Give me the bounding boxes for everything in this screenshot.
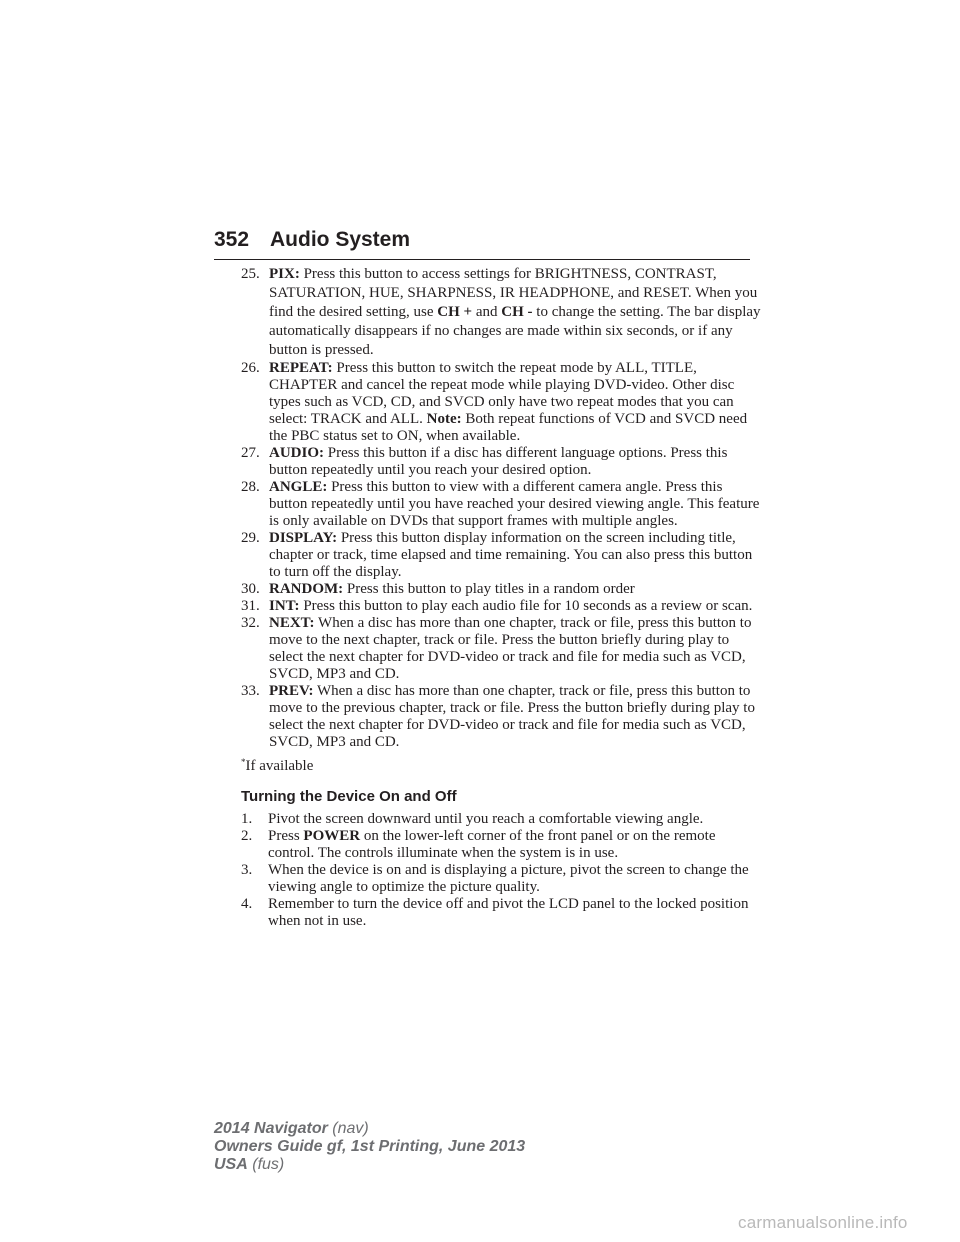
item-text: Both repeat functions of VCD and SVCD need the PBC status set to ON, when available. [269,411,748,444]
bold-term: CH - [501,304,533,320]
item-number: 31. [241,598,260,614]
page-footer [214,1120,525,1174]
item-label: AUDIO: [269,445,324,461]
steps-list [241,811,761,930]
footnote-mark: * [241,757,246,767]
list-item [241,615,761,683]
step-item [241,811,761,828]
item-text: Press this button display information on the screen including title, chapter or track, time elapsed and time remaining. You can also press this button to turn off the display. [269,530,753,580]
item-label: ANGLE: [269,479,328,495]
item-text: Pivot the screen downward until you reach a comfortable viewing angle. [268,811,704,827]
item-body [269,581,761,598]
chapter-title: Audio System [270,228,411,251]
item-label: RANDOM: [269,581,344,597]
header-rule [214,259,750,260]
item-text: Press this button to switch the repeat mode by ALL, TITLE, CHAPTER and cancel the repeat mode while playing DVD-video. Other disc types such as VCD, CD, and SVCD only have two repeat modes that you can select: TRACK and ALL. [269,360,735,427]
item-number: 32. [241,615,260,631]
item-text: Press this button if a disc has different language options. Press this button repeatedly until you reach your desired option. [269,445,728,478]
list-item [241,581,761,598]
step-item [241,896,761,930]
item-label: REPEAT: [269,360,333,376]
item-text: to change the setting. The bar display automatically disappears if no changes are made within six seconds, or if any button is pressed. [269,304,761,358]
item-text: and [472,304,502,320]
list-item [241,530,761,581]
item-text: on the lower-left corner of the front panel or on the remote control. The controls illuminate when the system is in use. [268,828,716,861]
step-number: 1. [241,811,253,827]
item-body [269,445,761,479]
item-number: 27. [241,445,260,461]
page-body [241,265,761,930]
item-number: 33. [241,683,260,699]
item-body [269,615,761,683]
item-number: 29. [241,530,260,546]
step-item [241,828,761,862]
item-text: When a disc has more than one chapter, track or file, press this button to move to the previous chapter, track or file. Press the button briefly during play to select the next chapter for DVD-video or track and file for media such as VCD, SVCD, MP3 and CD. [269,683,755,750]
list-item [241,683,761,751]
footer-line-1 [214,1120,525,1138]
item-text: When a disc has more than one chapter, track or file, press this button to move to the next chapter, track or file. Press the button briefly during play to select the next chapter for DVD-video or track and file for media such as VCD, SVCD, MP3 and CD. [269,615,752,682]
item-number: 28. [241,479,260,495]
step-number: 2. [241,828,253,844]
list-item [241,598,761,615]
item-number: 26. [241,360,260,376]
item-body [269,479,761,530]
page-header [214,228,750,262]
step-item [241,862,761,896]
item-label: NEXT: [269,615,315,631]
item-label: INT: [269,598,300,614]
footer-model-code: (nav) [332,1120,369,1137]
item-text: Press this button to access settings for BRIGHTNESS, CONTRAST, SATURATION, HUE, SHARPNESS, IR HEADPHONE, and RESET. When you find the desired setting, use [269,266,758,320]
watermark: carmanualsonline.info [738,1213,908,1232]
step-number: 3. [241,862,253,878]
footnote-text: If available [245,758,314,774]
item-text: Press [268,828,304,844]
item-label: PREV: [269,683,314,699]
footer-line-3 [214,1156,525,1174]
button-list [241,265,761,751]
bold-term: POWER [303,828,361,844]
step-body [268,862,761,896]
item-number: 30. [241,581,260,597]
item-body [269,360,761,445]
section-heading: Turning the Device On and Off [241,788,457,805]
footnote [241,758,761,775]
footer-market: USA [214,1156,248,1173]
item-text: Remember to turn the device off and pivot the LCD panel to the locked position when not in use. [268,896,749,929]
item-number: 25. [241,266,260,282]
list-item [241,265,761,360]
item-text: Press this button to play titles in a random order [346,581,635,597]
item-body [269,265,761,360]
item-body [269,530,761,581]
footer-model: 2014 Navigator [214,1120,328,1137]
step-body [268,811,761,828]
item-text: Press this button to play each audio file for 10 seconds as a review or scan. [303,598,753,614]
bold-term: Note: [426,411,462,427]
item-text: Press this button to view with a different camera angle. Press this button repeatedly until you have reached your desired viewing angle. This feature is only available on DVDs that support frames with multiple angles. [269,479,760,529]
page-number: 352 [214,228,250,251]
list-item [241,479,761,530]
item-label: DISPLAY: [269,530,338,546]
footer-line-2: Owners Guide gf, 1st Printing, June 2013 [214,1138,526,1155]
list-item [241,360,761,445]
item-body [269,683,761,751]
step-body [268,896,761,930]
step-body [268,828,761,862]
bold-term: CH + [437,304,473,320]
item-body [269,598,761,615]
footer-market-code: (fus) [252,1156,285,1173]
item-text: When the device is on and is displaying a picture, pivot the screen to change the viewing angle to optimize the picture quality. [268,862,749,895]
list-item [241,445,761,479]
item-label: PIX: [269,266,300,282]
step-number: 4. [241,896,253,912]
